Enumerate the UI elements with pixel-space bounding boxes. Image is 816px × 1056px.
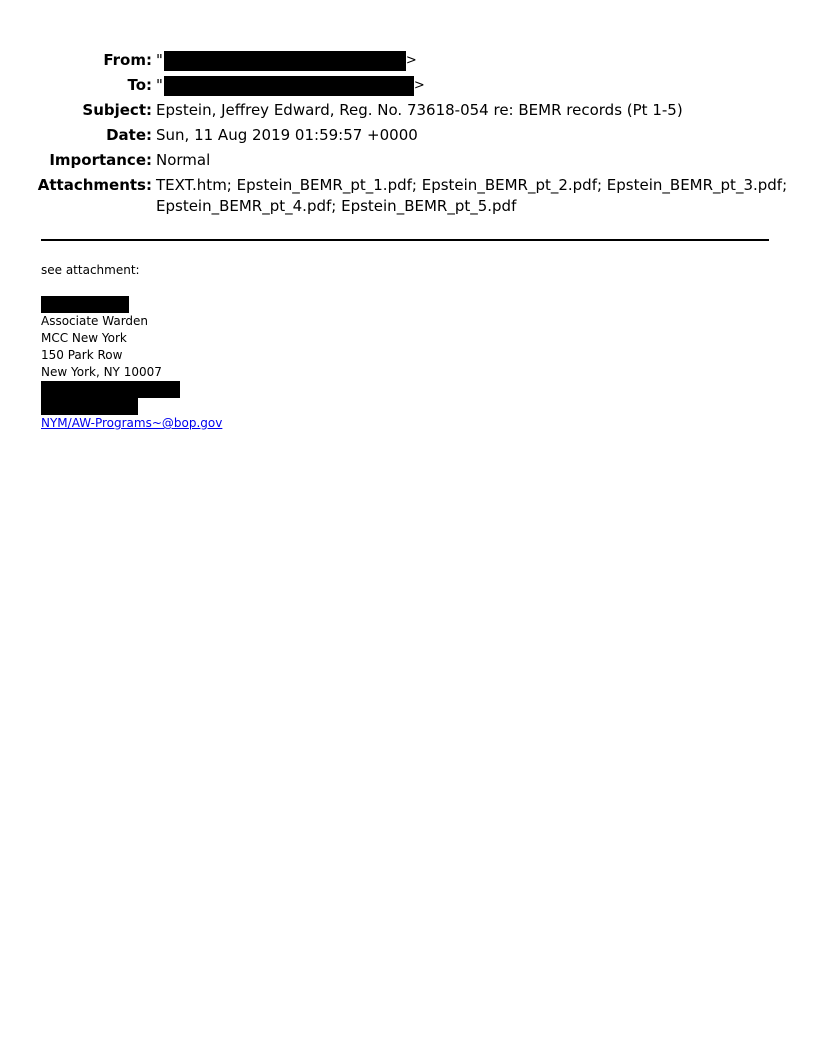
attachments-line-2[interactable]: Epstein_BEMR_pt_4.pdf; Epstein_BEMR_pt_5.pdf <box>156 197 517 215</box>
from-value <box>156 48 756 73</box>
email-body <box>41 262 222 432</box>
signature-title: Associate Warden <box>41 314 149 328</box>
from-row <box>0 48 816 73</box>
date-label: Date: <box>106 126 152 144</box>
attachments-row <box>0 175 816 217</box>
from-redaction <box>164 51 406 71</box>
to-quote: " <box>156 76 163 94</box>
signature-name-redaction-row <box>41 296 222 313</box>
importance-row <box>0 148 816 173</box>
to-row <box>0 73 816 98</box>
importance-label: Importance: <box>49 151 152 169</box>
header-divider <box>41 239 769 241</box>
date-row <box>0 123 816 148</box>
phone-redaction-1 <box>41 381 180 398</box>
to-value <box>156 73 756 98</box>
subject-value: Epstein, Jeffrey Edward, Reg. No. 73618-054 re: BEMR records (Pt 1-5) <box>156 101 683 119</box>
email-header <box>0 48 816 217</box>
to-redaction <box>164 76 414 96</box>
attachments-label: Attachments: <box>37 176 152 194</box>
signature-email-link[interactable]: NYM/AW-Programs~@bop.gov <box>41 416 223 430</box>
to-bracket: > <box>413 78 425 93</box>
to-label: To: <box>127 76 152 94</box>
signature-phone-redaction-row-2 <box>41 398 222 415</box>
signature-org: MCC New York <box>41 331 127 345</box>
from-bracket: > <box>405 53 417 68</box>
attachments-value <box>156 175 788 217</box>
date-value: Sun, 11 Aug 2019 01:59:57 +0000 <box>156 126 418 144</box>
from-label: From: <box>103 51 152 69</box>
intro-text: see attachment: <box>41 263 140 277</box>
from-quote: " <box>156 51 163 69</box>
signature-phone-redaction-row <box>41 381 222 398</box>
signature-email-row <box>41 415 222 432</box>
signature-city: New York, NY 10007 <box>41 365 162 379</box>
name-redaction <box>41 296 129 313</box>
subject-label: Subject: <box>82 101 152 119</box>
spacer <box>41 279 222 296</box>
importance-value: Normal <box>156 151 211 169</box>
subject-row <box>0 98 816 123</box>
attachments-line-1[interactable]: TEXT.htm; Epstein_BEMR_pt_1.pdf; Epstein_BEMR_pt_2.pdf; Epstein_BEMR_pt_3.pdf; <box>156 176 788 194</box>
phone-redaction-2 <box>41 398 138 415</box>
signature-street: 150 Park Row <box>41 348 123 362</box>
